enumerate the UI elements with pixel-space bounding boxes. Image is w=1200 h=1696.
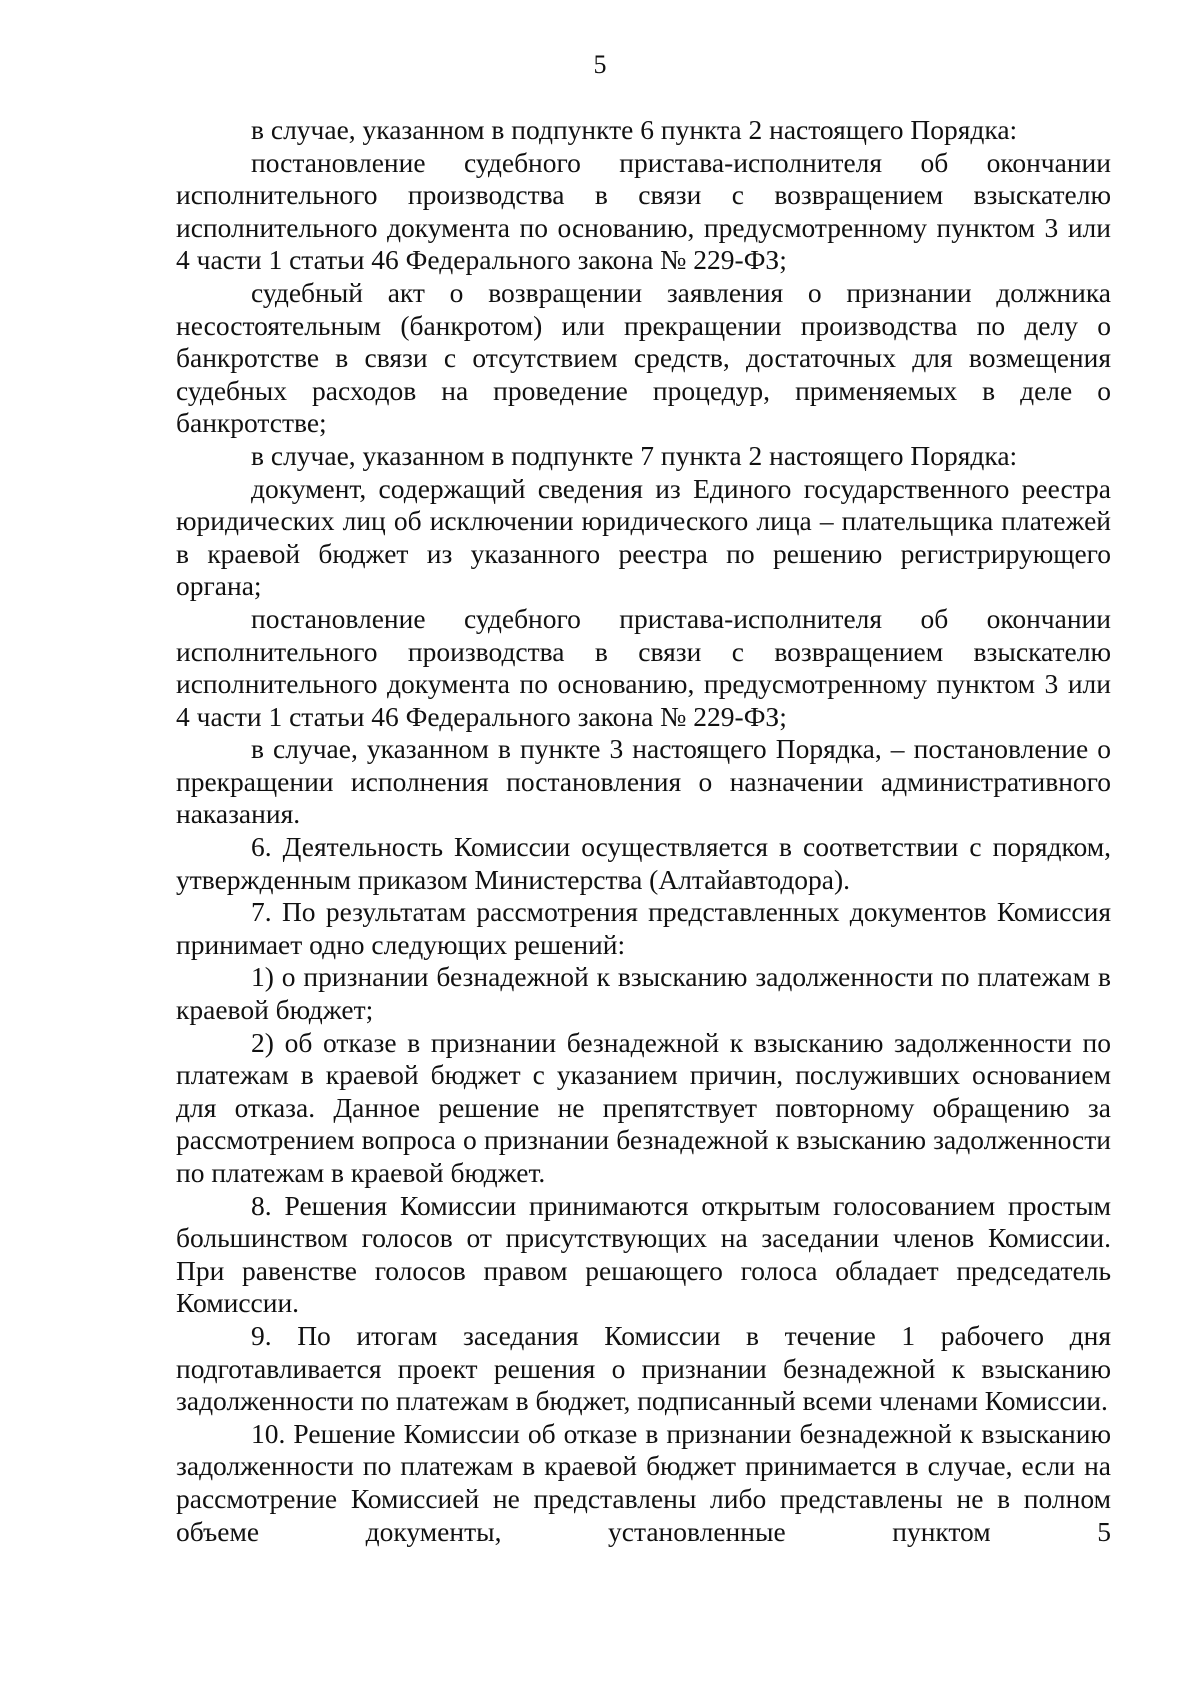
paragraph-item-9: 9. По итогам заседания Комиссии в течение 1 рабочего дня подготавливается проект решения о признании безнадежной к взысканию задолженности по платежам в бюджет, подписанный всеми членами Комиссии. [176, 1319, 1111, 1417]
paragraph-egrul-document: документ, содержащий сведения из Единого государственного реестра юридических лиц об исключении юридического лица – плательщика платежей в краевой бюджет из указанного реестра по решению регистрирующего органа; [176, 472, 1111, 602]
paragraph-bailiff-resolution-1: постановление судебного пристава-исполнителя об окончании исполнительного производства в связи с возвращением взыскателю исполнительного документа по основанию, предусмотренному пунктом 3 или 4 части 1 статьи 46 Федерального закона № 229-ФЗ; [176, 146, 1111, 276]
page-number: 5 [593, 50, 607, 79]
paragraph-bailiff-resolution-2: постановление судебного пристава-исполнителя об окончании исполнительного производства в связи с возвращением взыскателю исполнительного документа по основанию, предусмотренному пунктом 3 или 4 части 1 статьи 46 Федерального закона № 229-ФЗ; [176, 602, 1111, 732]
paragraph-case-item-3: в случае, указанном в пункте 3 настоящего Порядка, – постановление о прекращении исполнения постановления о назначении административного наказания. [176, 733, 1111, 830]
paragraph-item-6: 6. Деятельность Комиссии осуществляется в соответствии с порядком, утвержденным приказом Министерства (Алтайавтодора). [176, 831, 1111, 895]
paragraph-decision-1: 1) о признании безнадежной к взысканию задолженности по платежам в краевой бюджет; [176, 961, 1111, 1026]
paragraph-case-subitem-7-heading: в случае, указанном в подпункте 7 пункта 2 настоящего Порядка: [251, 439, 1018, 471]
paragraph-decision-2: 2) об отказе в признании безнадежной к взысканию задолженности по платежам в краевой бюджет с указанием причин, послуживших основанием для отказа. Данное решение не препятствует повторному обращению за рассмотрением вопроса о признании безнадежной к взысканию задолженности по платежам в краевой бюджет. [176, 1026, 1111, 1188]
paragraph-item-8: 8. Решения Комиссии принимаются открытым голосованием простым большинством голосов от присутствующих на заседании членов Комиссии. При равенстве голосов правом решающего голоса обладает председатель Комиссии. [176, 1189, 1111, 1319]
paragraph-item-7: 7. По результатам рассмотрения представленных документов Комиссия принимает одно следующих решений: [176, 896, 1111, 960]
paragraph-court-act-bankruptcy: судебный акт о возвращении заявления о признании должника несостоятельным (банкротом) или прекращении производства по делу о банкротстве в связи с отсутствием средств, достаточных для возмещения судебных расходов на проведение процедур, применяемых в деле о банкротстве; [176, 276, 1111, 439]
paragraph-case-subitem-6-heading: в случае, указанном в подпункте 6 пункта 2 настоящего Порядка: [251, 114, 1018, 145]
paragraph-item-10: 10. Решение Комиссии об отказе в признании безнадежной к взысканию задолженности по платежам в краевой бюджет принимается в случае, если на рассмотрение Комиссией не представлены либо представлены не в полном объеме документы, установленные пунктом 5 [176, 1417, 1111, 1547]
document-body [176, 114, 1111, 1548]
